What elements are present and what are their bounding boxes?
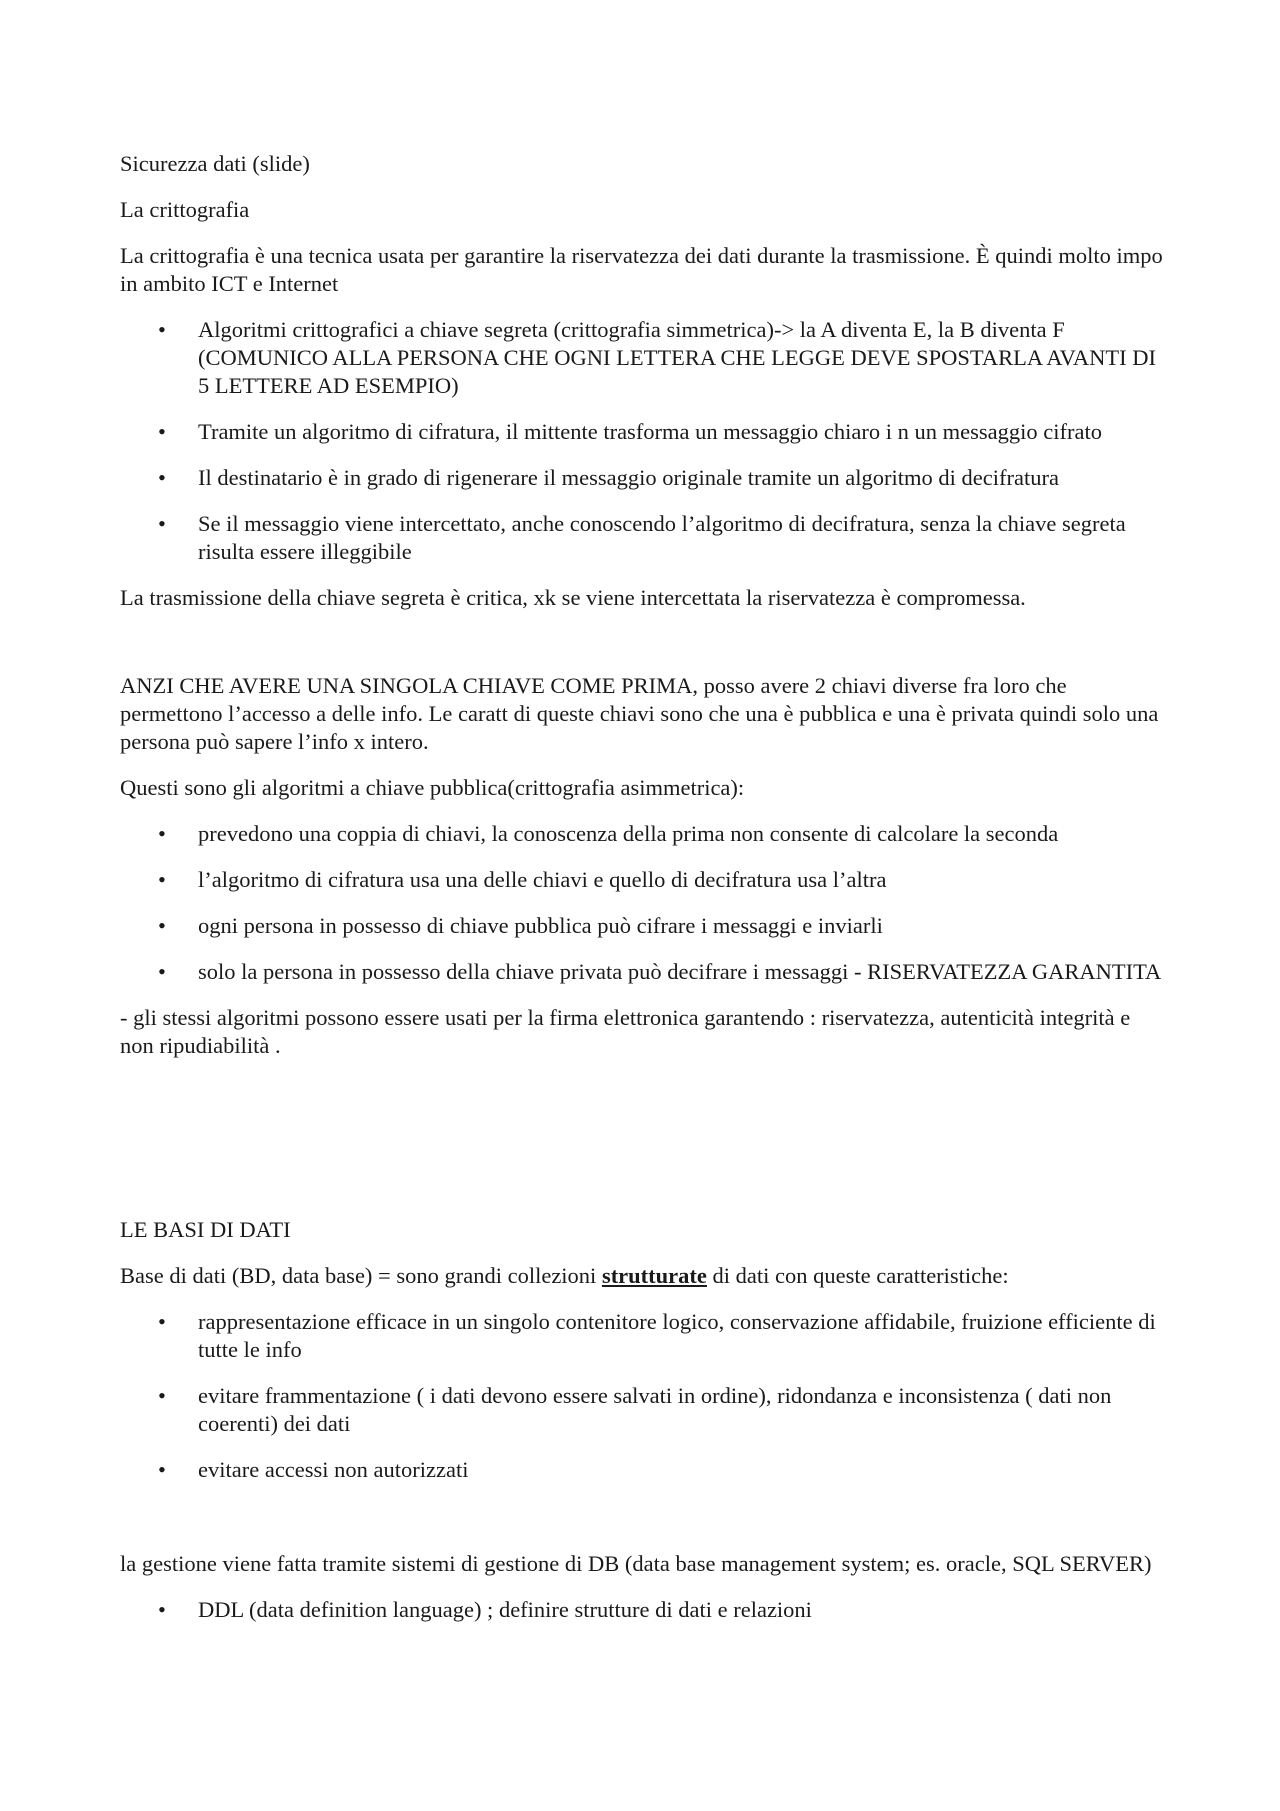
bullet-icon: • [158,913,166,938]
asymmetric-lead: Questi sono gli algoritmi a chiave pubblica(crittografia asimmetrica): [120,775,745,800]
bullet-icon: • [158,419,166,444]
list-item-text: rappresentazione efficace in un singolo contenitore logico, conservazione affidabile, fruizione efficiente di tutte le info [198,1309,1156,1362]
list-item-text: evitare accessi non autorizzati [198,1457,469,1482]
spacer [120,1502,1165,1550]
list-item-text: evitare frammentazione ( i dati devono essere salvati in ordine), ridondanza e inconsistenza ( dati non coerenti) dei dati [198,1383,1112,1436]
dbms-management: la gestione viene fatta tramite sistemi di gestione di DB (data base management system; es. oracle, SQL SERVER) [120,1551,1152,1576]
definition-emphasis: strutturate [601,1263,707,1288]
list-item [120,316,1165,400]
spacer [120,630,1165,672]
asymmetric-closing: - gli stessi algoritmi possono essere usati per la firma elettronica garantendo : riservatezza, autenticità integrità e non ripudiabilità . [120,1005,1131,1058]
list-item [120,912,1165,940]
bullet-icon: • [158,1457,166,1482]
list-item-text: Tramite un algoritmo di cifratura, il mittente trasforma un messaggio chiaro i n un messaggio cifrato [198,419,1102,444]
list-item-text: l’algoritmo di cifratura usa una delle chiavi e quello di decifratura usa l’altra [198,867,887,892]
bullet-icon: • [158,821,166,846]
dbms-bullet-list [120,1596,1165,1624]
list-item [120,866,1165,894]
bullet-icon: • [158,465,166,490]
definition-text: di dati con queste caratteristiche: [706,1263,1009,1288]
list-item-text: ogni persona in possesso di chiave pubblica può cifrare i messaggi e inviarli [198,913,883,938]
bullet-icon: • [158,511,166,536]
list-item [120,510,1165,566]
crittografia-closing: La trasmissione della chiave segreta è critica, xk se viene intercettata la riservatezza è compromessa. [120,585,1026,610]
document-title: Sicurezza dati (slide) [120,151,310,176]
bullet-icon: • [158,867,166,892]
asymmetric-bullet-list [120,820,1165,986]
list-item [120,418,1165,446]
bullet-icon: • [158,1309,166,1334]
definition-text: Base di dati (BD, data base) = sono grandi collezioni [120,1263,602,1288]
bullet-icon: • [158,1597,166,1622]
bullet-icon: • [158,317,166,342]
list-item [120,464,1165,492]
database-definition [120,1262,1165,1290]
list-item-text: solo la persona in possesso della chiave privata può decifrare i messaggi - RISERVATEZZA GARANTITA [198,959,1162,984]
list-item [120,1308,1165,1364]
bullet-icon: • [158,1383,166,1408]
list-item-text: Il destinatario è in grado di rigenerare il messaggio originale tramite un algoritmo di decifratura [198,465,1059,490]
symmetric-bullet-list [120,316,1165,566]
database-bullet-list [120,1308,1165,1484]
spacer [120,1078,1165,1216]
crittografia-intro: La crittografia è una tecnica usata per garantire la riservatezza dei dati durante la trasmissione. È quindi molto impo in ambito ICT e Internet [120,243,1163,296]
list-item [120,958,1165,986]
document-page [120,150,1165,1642]
list-item-text: prevedono una coppia di chiavi, la conoscenza della prima non consente di calcolare la seconda [198,821,1059,846]
list-item-text: DDL (data definition language) ; definire strutture di dati e relazioni [198,1597,812,1622]
list-item [120,1596,1165,1624]
list-item-text: Algoritmi crittografici a chiave segreta (crittografia simmetrica)-> la A diventa E, la B diventa F (COMUNICO ALLA PERSONA CHE OGNI LETTERA CHE LEGGE DEVE SPOSTARLA AVANTI DI 5 LETTERE AD ESEMPIO) [198,317,1157,398]
list-item [120,1456,1165,1484]
list-item [120,1382,1165,1438]
bullet-icon: • [158,959,166,984]
section-heading-basi-di-dati: LE BASI DI DATI [120,1217,291,1242]
asymmetric-intro: ANZI CHE AVERE UNA SINGOLA CHIAVE COME PRIMA, posso avere 2 chiavi diverse fra loro che permettono l’accesso a delle info. Le caratt di queste chiavi sono che una è pubblica e una è privata quindi solo una persona può sapere l’info x intero. [120,673,1159,754]
section-heading-crittografia: La crittografia [120,197,250,222]
list-item-text: Se il messaggio viene intercettato, anche conoscendo l’algoritmo di decifratura, senza la chiave segreta risulta essere illeggibile [198,511,1126,564]
list-item [120,820,1165,848]
